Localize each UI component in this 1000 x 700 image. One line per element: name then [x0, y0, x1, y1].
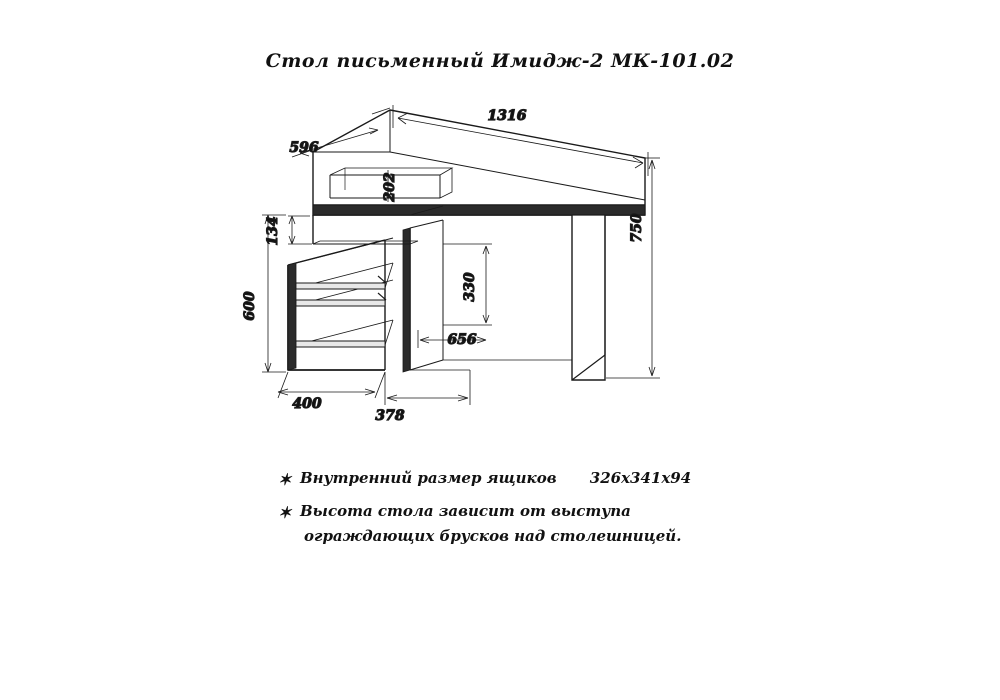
- dim-depth-top: 596: [289, 140, 319, 156]
- dim-drawer-height: 202: [382, 172, 398, 202]
- note-item: [278, 499, 938, 549]
- note-value: 326x341x94: [589, 469, 692, 487]
- bullet-star-icon: ✶: [278, 503, 292, 522]
- dim-pedestal-height: 600: [242, 291, 258, 321]
- note-item: [278, 466, 938, 491]
- dim-width-top: 1316: [487, 108, 527, 124]
- note-text-line2: ограждающих брусков над столешницей.: [304, 527, 682, 545]
- dim-niche-height: 330: [462, 272, 478, 302]
- note-text: Высота стола зависит от выступа: [300, 502, 631, 520]
- page-title: Стол письменный Имидж-2 МК-101.02: [265, 50, 735, 72]
- note-text: Внутренний размер ящиков: [300, 469, 557, 487]
- dim-pedestal-depth: 400: [292, 396, 322, 412]
- dim-pedestal-width: 378: [375, 408, 405, 424]
- dim-niche-width: 656: [447, 332, 477, 348]
- dim-shelf-gap: 134: [265, 216, 281, 246]
- dim-total-height: 750: [629, 213, 645, 243]
- notes-block: [278, 466, 938, 557]
- bullet-star-icon: ✶: [278, 470, 292, 489]
